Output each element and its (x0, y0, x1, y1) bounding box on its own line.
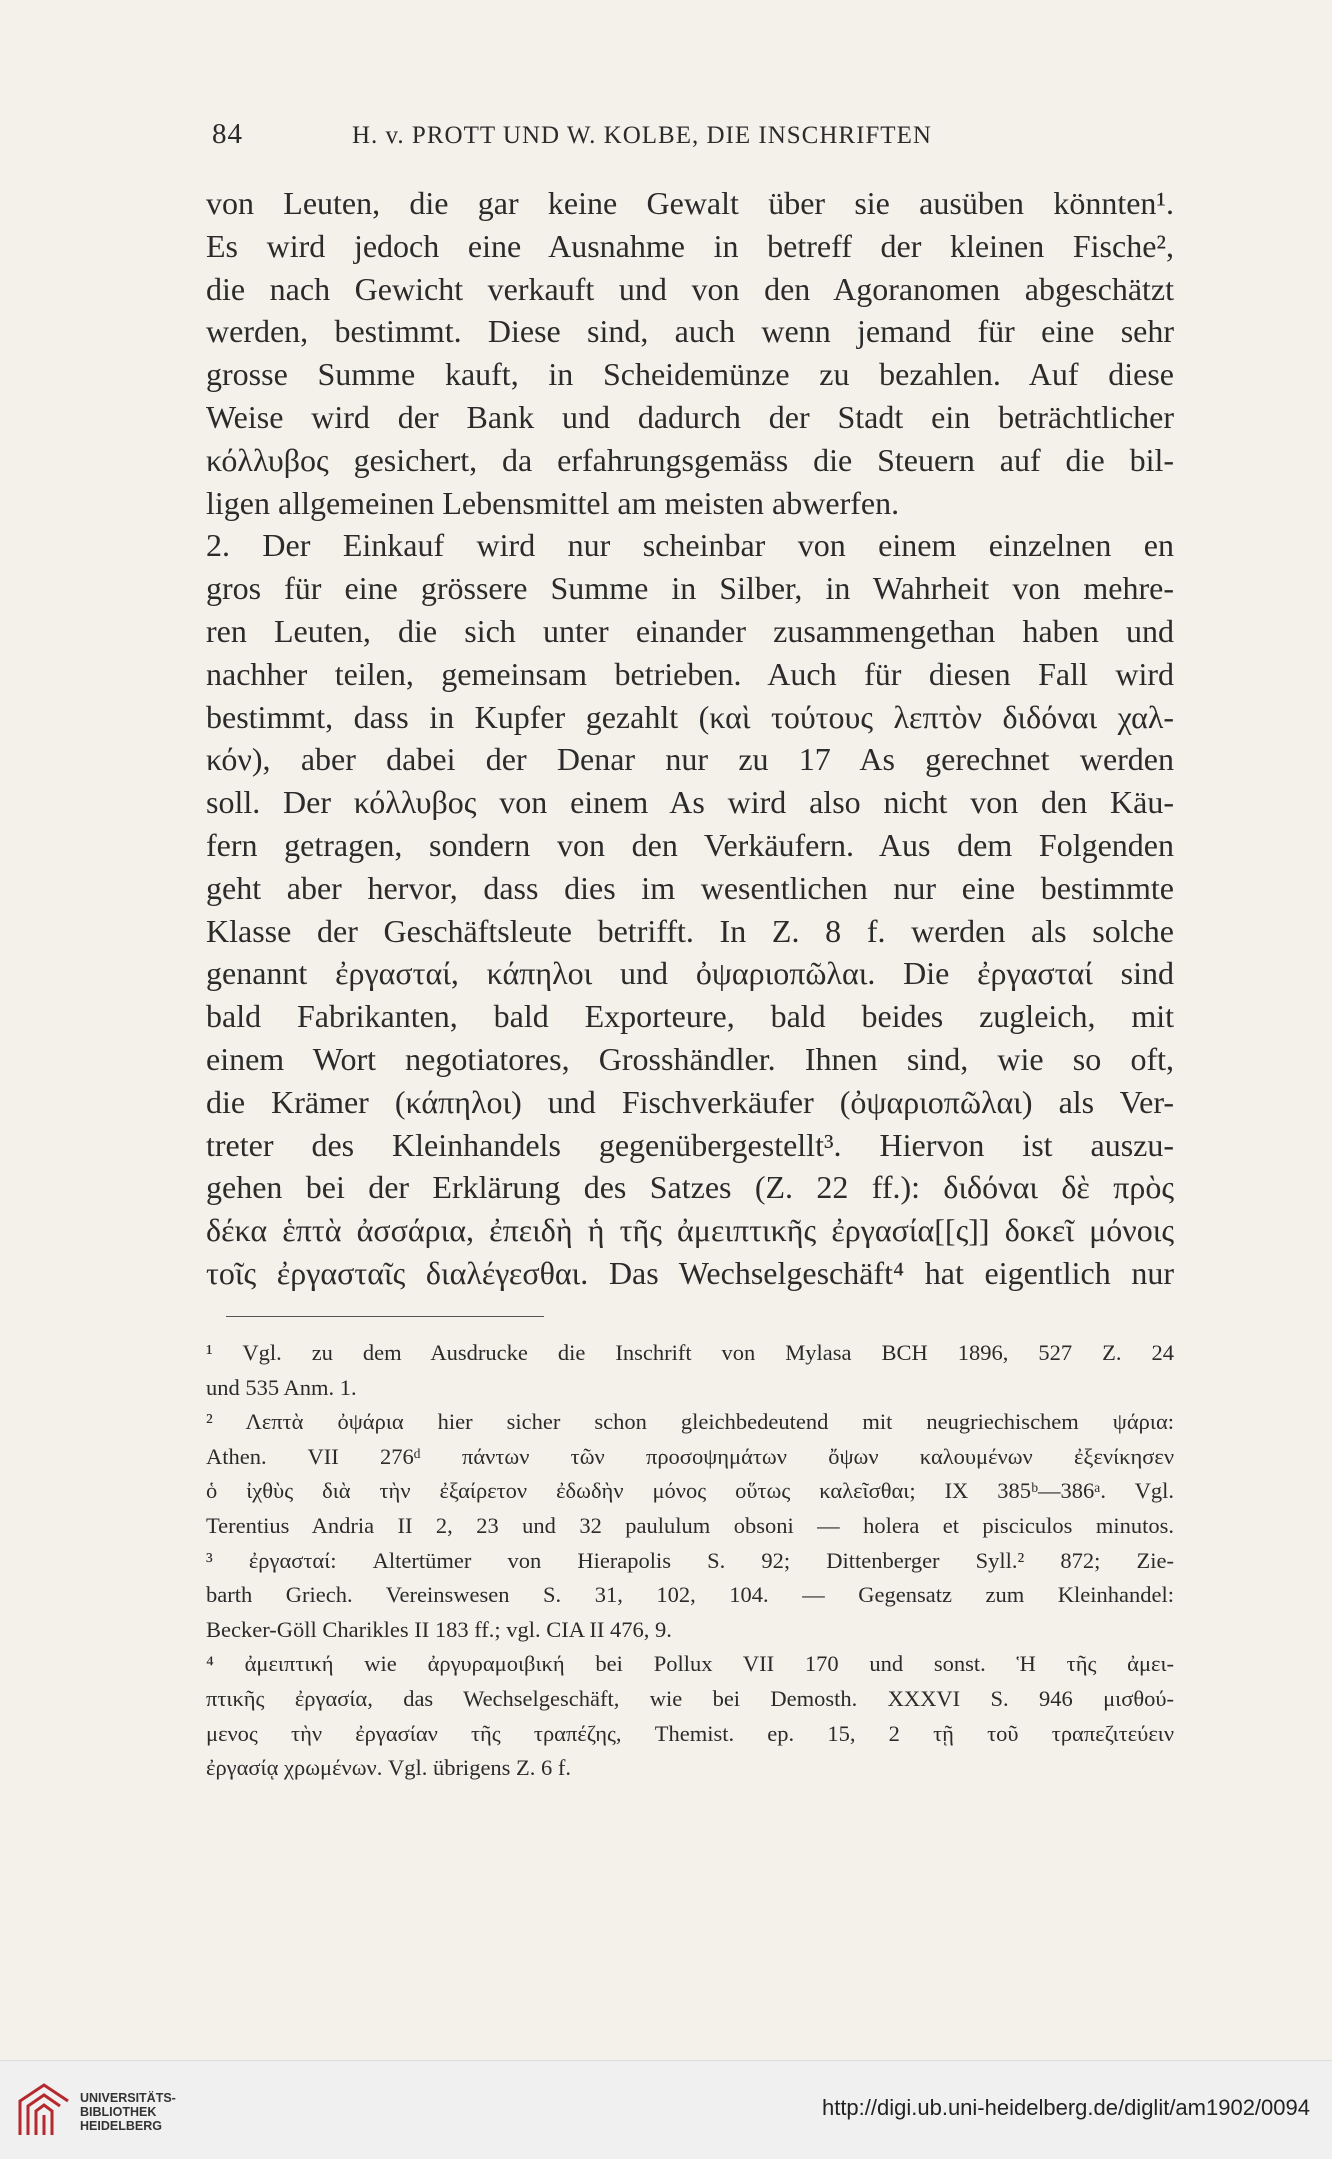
text-line: genannt ἐργασταί, κάπηλοι und ὀψαριοπῶλαι. Die ἐργασταί sind (206, 955, 1174, 992)
main-text (206, 182, 1174, 1295)
footnote-line: ὁ ἰχθὺς διὰ τὴν ἐξαίρετον ἐδωδὴν μόνος οὕτως καλεῖσθαι; IX 385ᵇ—386ᵃ. Vgl. (206, 1478, 1174, 1504)
university-library-logo-icon (14, 2079, 74, 2141)
text-line: die Krämer (κάπηλοι) und Fischverkäufer (ὀψαριοπῶλαι) als Ver- (206, 1083, 1174, 1120)
footnote-line: Becker-Göll Charikles II 183 ff.; vgl. CIA II 476, 9. (206, 1616, 672, 1642)
text-line: grosse Summe kauft, in Scheidemünze zu bezahlen. Auf diese (206, 356, 1174, 393)
text-line: κόν), aber dabei der Denar nur zu 17 As gerechnet werden (206, 741, 1174, 778)
text-line: κόλλυβος gesichert, da erfahrungsgemäss die Steuern auf die bil- (206, 441, 1174, 478)
text-line: ren Leuten, die sich unter einander zusammengethan haben und (206, 612, 1174, 649)
library-name-line: BIBLIOTHEK (80, 2105, 157, 2119)
footnote-line: ἐργασίᾳ χρωμένων. Vgl. übrigens Z. 6 f. (206, 1755, 572, 1781)
text-line: fern getragen, sondern von den Verkäufern. Aus dem Folgenden (206, 826, 1174, 863)
text-line: 2. Der Einkauf wird nur scheinbar von einem einzelnen en (206, 527, 1174, 564)
viewer-footer (0, 2060, 1332, 2159)
text-line: soll. Der κόλλυβος von einem As wird also nicht von den Käu- (206, 784, 1174, 821)
text-line: δέκα ἑπτὰ ἀσσάρια, ἐπειδὴ ἡ τῆς ἀμειπτικῆς ἐργασία[[ς]] δοκεῖ μόνοις (206, 1212, 1174, 1249)
library-name-line: UNIVERSITÄTS- (80, 2091, 176, 2105)
footnote-line: μενος τὴν ἐργασίαν τῆς τραπέζης, Themist. ep. 15, 2 τῇ τοῦ τραπεζιτεύειν (206, 1720, 1174, 1746)
text-line: Es wird jedoch eine Ausnahme in betreff der kleinen Fische², (206, 227, 1174, 264)
footnote-line: ⁴ ἀμειπτική wie ἀργυραμοιβική bei Pollux VII 170 und sonst. Ἡ τῆς ἀμει- (206, 1651, 1174, 1677)
footnote-line: und 535 Anm. 1. (206, 1374, 357, 1400)
footnote-divider (226, 1316, 544, 1317)
permalink-url[interactable]: http://digi.ub.uni-heidelberg.de/diglit/am1902/0094 (821, 2095, 1310, 2120)
text-line: Klasse der Geschäftsleute betrifft. In Z. 8 f. werden als solche (206, 912, 1174, 949)
text-line: nachher teilen, gemeinsam betrieben. Auch für diesen Fall wird (206, 655, 1174, 692)
page-header (212, 118, 1170, 158)
text-line: bald Fabrikanten, bald Exporteure, bald beides zugleich, mit (206, 998, 1174, 1035)
text-line: geht aber hervor, dass dies im wesentlichen nur eine bestimmte (206, 869, 1174, 906)
text-line: Weise wird der Bank und dadurch der Stadt ein beträchtlicher (206, 398, 1174, 435)
page-number: 84 (212, 118, 243, 150)
text-line: treter des Kleinhandels gegenübergestellt³. Hiervon ist auszu- (206, 1126, 1174, 1163)
footnote-line: barth Griech. Vereinswesen S. 31, 102, 104. — Gegensatz zum Kleinhandel: (206, 1582, 1174, 1608)
footnote-line: ² Λεπτὰ ὀψάρια hier sicher schon gleichbedeutend mit neugriechischem ψάρια: (206, 1409, 1174, 1435)
footnote-line: πτικῆς ἐργασία, das Wechselgeschäft, wie bei Demosth. XXXVI S. 946 μισθού- (206, 1685, 1174, 1711)
footnote-line: Terentius Andria II 2, 23 und 32 paululum obsoni — holera et pisciculos minutos. (206, 1512, 1174, 1538)
text-line: einem Wort negotiatores, Grosshändler. Ihnen sind, wie so oft, (206, 1040, 1174, 1077)
footnotes (206, 1336, 1174, 1786)
text-line: ligen allgemeinen Lebensmittel am meisten abwerfen. (206, 484, 900, 521)
library-name-line: HEIDELBERG (80, 2119, 162, 2133)
text-line: die nach Gewicht verkauft und von den Agoranomen abgeschätzt (206, 270, 1174, 307)
footnote-line: ¹ Vgl. zu dem Ausdrucke die Inschrift von Mylasa BCH 1896, 527 Z. 24 (206, 1340, 1174, 1365)
library-name (80, 2091, 176, 2133)
footnote-line: ³ ἐργασταί: Altertümer von Hierapolis S. 92; Dittenberger Syll.² 872; Zie- (206, 1547, 1174, 1573)
footnote-line: Athen. VII 276ᵈ πάντων τῶν προσοψημάτων ὄψων καλουμένων ἐξενίκησεν (206, 1443, 1174, 1469)
text-line: τοῖς ἐργασταῖς διαλέγεσθαι. Das Wechselgeschäft⁴ hat eigentlich nur (206, 1254, 1174, 1291)
text-line: bestimmt, dass in Kupfer gezahlt (καὶ τούτους λεπτὸν διδόναι χαλ- (206, 698, 1174, 735)
text-line: gehen bei der Erklärung des Satzes (Z. 22 ff.): διδόναι δὲ πρὸς (206, 1169, 1174, 1206)
text-line: von Leuten, die gar keine Gewalt über sie ausüben könnten¹. (206, 185, 1174, 221)
running-title: H. v. PROTT UND W. KOLBE, DIE INSCHRIFTEN (352, 122, 932, 149)
text-line: gros für eine grössere Summe in Silber, in Wahrheit von mehre- (206, 570, 1174, 607)
text-line: werden, bestimmt. Diese sind, auch wenn jemand für eine sehr (206, 313, 1174, 350)
